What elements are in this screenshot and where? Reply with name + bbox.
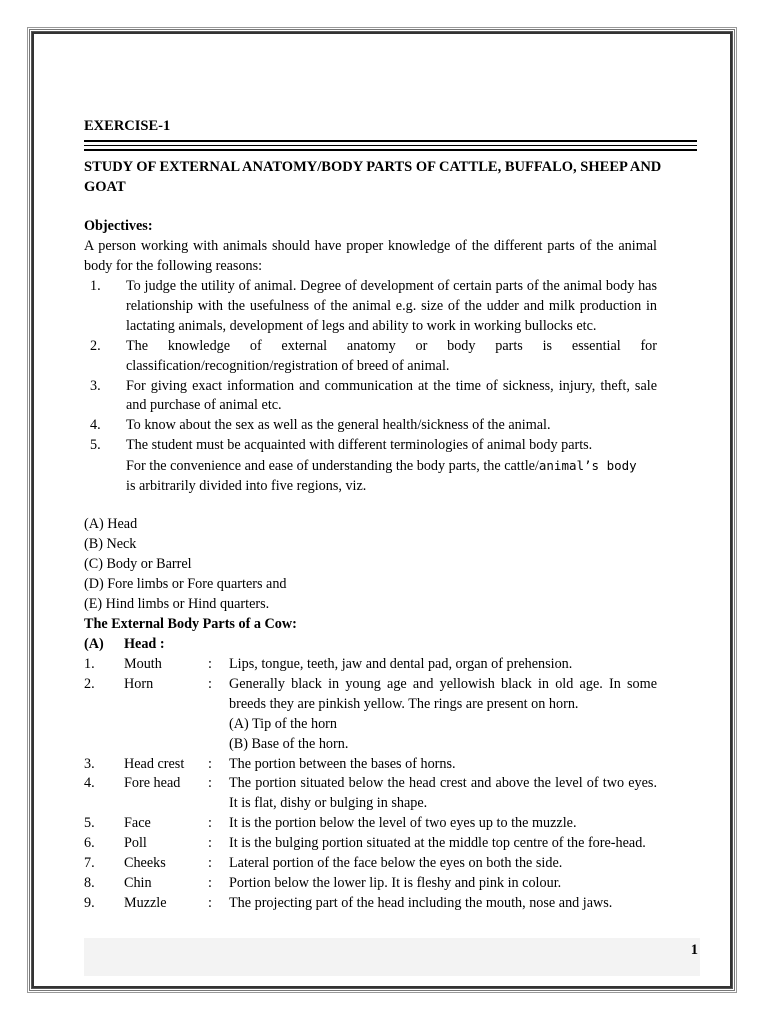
part-subitem: (A) Tip of the horn — [229, 715, 337, 732]
part-row — [84, 854, 657, 874]
part-description: Portion below the lower lip. It is fleshy and pink in colour. — [229, 874, 562, 891]
objectives-intro: A person working with animals should have proper knowledge of the different parts of the animal body for the following reasons: — [84, 238, 657, 274]
part-colon: : — [208, 874, 212, 891]
double-rule-middle — [84, 145, 697, 146]
double-rule-top — [84, 140, 697, 142]
part-description: It is the portion below the level of two eyes up to the muzzle. — [229, 815, 577, 832]
convenience-text-b: is arbitrarily divided into five regions, viz. — [126, 478, 367, 495]
objective-text: For giving exact information and communication at the time of sickness, injury, theft, sale and purchase of animal etc. — [126, 377, 657, 414]
part-number: 6. — [84, 835, 95, 852]
part-row — [84, 774, 657, 814]
objective-item — [84, 377, 657, 417]
exercise-label: EXERCISE-1 — [84, 118, 171, 134]
head-section-title: Head : — [124, 636, 165, 652]
part-name: Cheeks — [124, 855, 166, 872]
part-name: Chin — [124, 874, 152, 891]
part-number: 2. — [84, 675, 95, 692]
part-description: Lips, tongue, teeth, jaw and dental pad, organ of prehension. — [229, 656, 573, 672]
part-subitem: (B) Base of the horn. — [229, 735, 349, 752]
objective-text: The student must be acquainted with different terminologies of animal body parts. — [126, 437, 593, 454]
objective-item — [84, 277, 657, 337]
part-row — [84, 834, 657, 854]
part-colon: : — [208, 675, 212, 692]
part-name: Head crest — [124, 755, 185, 772]
part-colon: : — [208, 855, 212, 872]
part-name: Horn — [124, 675, 154, 692]
convenience-text-a: For the convenience and ease of understanding the body parts, the cattle/ — [126, 458, 539, 475]
document-title: STUDY OF EXTERNAL ANATOMY/BODY PARTS OF CATTLE, BUFFALO, SHEEP AND GOAT — [84, 159, 662, 195]
part-colon: : — [208, 894, 212, 911]
part-row — [84, 894, 657, 914]
part-description: The projecting part of the head including the mouth, nose and jaws. — [229, 894, 613, 911]
head-parts-list — [84, 655, 657, 914]
part-colon: : — [208, 775, 212, 792]
objective-number: 2. — [90, 337, 101, 354]
part-colon: : — [208, 755, 212, 772]
part-name: Face — [124, 815, 151, 832]
part-row — [84, 655, 657, 675]
objective-item — [84, 436, 657, 456]
part-description: The portion situated below the head crest and above the level of two eyes. It is flat, dishy or bulging in shape. — [229, 775, 657, 812]
region-b: (B) Neck — [84, 536, 137, 552]
objective-item — [84, 337, 657, 377]
part-description: Generally black in young age and yellowish black in old age. In some breeds they are pinkish yellow. The rings are present on horn. — [229, 675, 657, 712]
part-number: 9. — [84, 894, 95, 911]
objective-number: 3. — [90, 377, 101, 394]
head-section-label: (A) — [84, 636, 104, 652]
double-rule-bottom — [84, 149, 697, 151]
part-row — [84, 755, 657, 775]
objective-number: 4. — [90, 417, 101, 434]
part-number: 1. — [84, 656, 95, 672]
head-section-heading — [84, 635, 165, 655]
part-row — [84, 814, 657, 834]
part-number: 7. — [84, 855, 95, 872]
part-description: It is the bulging portion situated at the middle top centre of the fore-head. — [229, 835, 646, 852]
objective-text: The knowledge of external anatomy or body parts is essential for classification/recognition/registration of breed of animal. — [126, 337, 657, 374]
part-number: 3. — [84, 755, 95, 772]
objective-text: To judge the utility of animal. Degree of development of certain parts of the animal body has relationship with the usefulness of the animal e.g. size of the udder and milk production in lactating animals, development of legs and ability to work in working bullocks etc. — [126, 278, 657, 334]
objective-number: 1. — [90, 278, 101, 294]
convenience-paragraph — [126, 456, 657, 497]
objective-item — [84, 416, 657, 436]
convenience-text-mono: animal’s body — [538, 458, 637, 474]
part-row — [84, 675, 657, 755]
part-colon: : — [208, 656, 212, 672]
part-number: 8. — [84, 874, 95, 891]
region-c: (C) Body or Barrel — [84, 556, 192, 572]
part-number: 4. — [84, 775, 95, 792]
page-footer — [84, 938, 700, 976]
part-colon: : — [208, 815, 212, 832]
part-description: Lateral portion of the face below the eyes on both the side. — [229, 855, 563, 872]
objective-text: To know about the sex as well as the general health/sickness of the animal. — [126, 417, 551, 434]
objectives-list — [84, 277, 657, 497]
part-name: Poll — [124, 835, 147, 852]
region-d: (D) Fore limbs or Fore quarters and — [84, 576, 287, 592]
objectives-heading: Objectives: — [84, 218, 153, 234]
part-description: The portion between the bases of horns. — [229, 755, 456, 772]
page-number: 1 — [690, 942, 698, 958]
part-colon: : — [208, 835, 212, 852]
part-name: Muzzle — [124, 894, 167, 911]
part-row — [84, 874, 657, 894]
region-a: (A) Head — [84, 516, 138, 532]
part-name: Mouth — [124, 656, 162, 672]
part-number: 5. — [84, 815, 95, 832]
part-name: Fore head — [124, 775, 181, 792]
external-parts-heading: The External Body Parts of a Cow: — [84, 616, 297, 632]
objective-number: 5. — [90, 437, 101, 454]
region-e: (E) Hind limbs or Hind quarters. — [84, 596, 270, 612]
